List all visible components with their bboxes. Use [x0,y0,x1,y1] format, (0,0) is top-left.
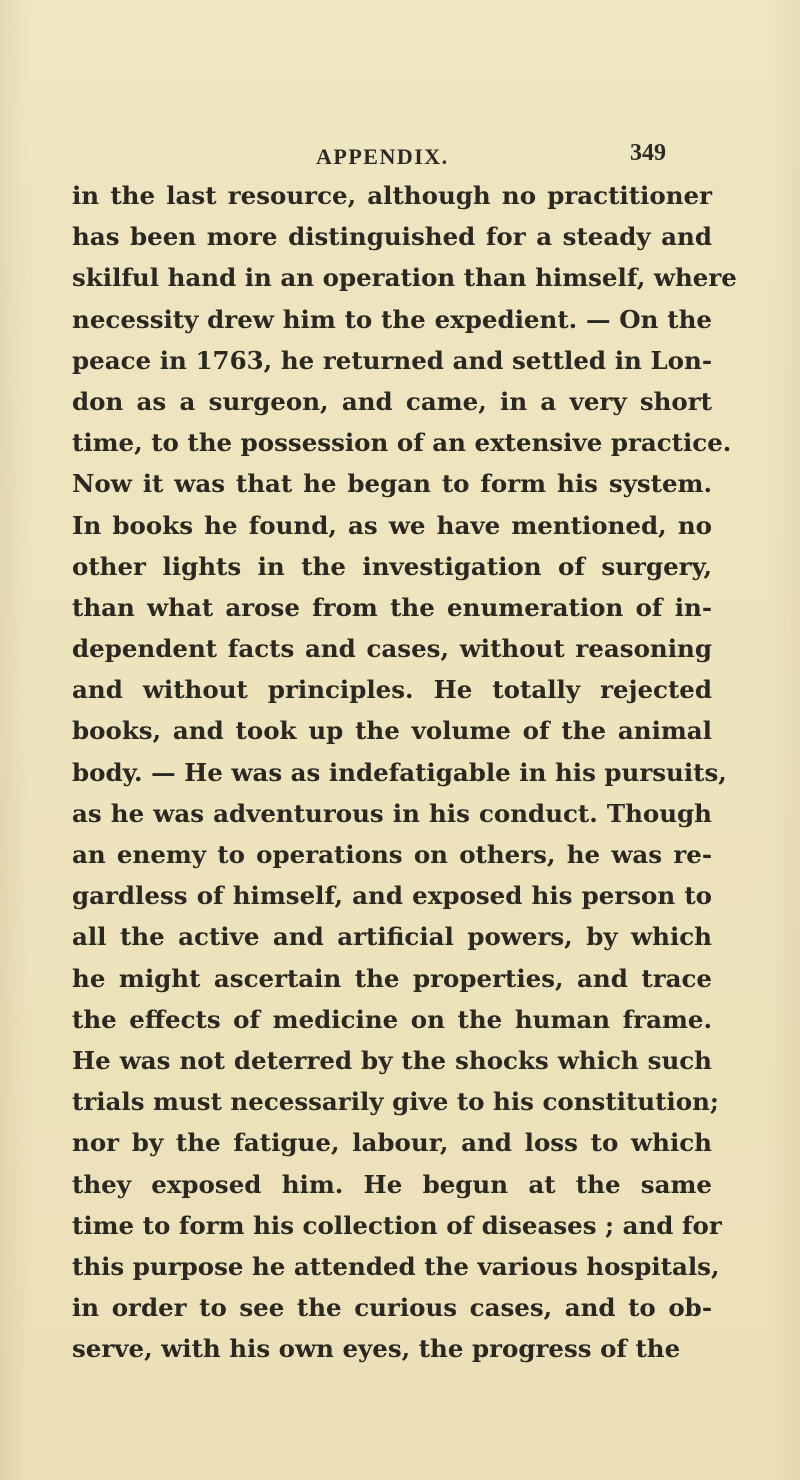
page-header [0,140,800,180]
text-line: He was not deterred by the shocks which such [72,1045,712,1075]
text-line: has been more distinguished for a steady and [72,222,712,252]
text-line: he might ascertain the properties, and trace [72,963,712,993]
text-line: gardless of himself, and exposed his person to [72,881,712,911]
text-line: time, to the possession of an extensive practice. [72,428,732,458]
text-line: books, and took up the volume of the animal [72,716,712,746]
text-line: than what arose from the enumeration of in- [72,592,712,622]
text-line: they exposed him. He begun at the same [72,1169,712,1199]
text-line: body. — He was as indefatigable in his pursuits, [72,757,727,787]
text-line: serve, with his own eyes, the progress of the [72,1334,681,1364]
text-line: an enemy to operations on others, he was re- [72,840,712,869]
body-text [72,175,737,1369]
text-line: skilful hand in an operation than himself, where [72,263,737,293]
text-line: other lights in the investigation of surgery, [72,551,712,581]
text-line: all the active and artificial powers, by which [72,922,712,952]
page-number: 349 [630,140,666,166]
text-line: and without principles. He totally rejected [72,675,712,705]
text-line: this purpose he attended the various hospitals, [72,1251,720,1281]
text-line: necessity drew him to the expedient. — On the [72,304,712,334]
text-line: don as a surgeon, and came, in a very short [72,386,712,416]
text-line: as he was adventurous in his conduct. Though [72,798,712,828]
text-line: time to form his collection of diseases ; and for [72,1210,722,1240]
text-line: in order to see the curious cases, and to ob- [72,1293,712,1323]
text-line: nor by the fatigue, labour, and loss to which [72,1128,712,1158]
text-line: In books he found, as we have mentioned, no [72,510,712,540]
text-line: trials must necessarily give to his constitution; [72,1087,719,1117]
text-line: peace in 1763, he returned and settled in Lon- [72,345,712,375]
text-line: dependent facts and cases, without reasoning [72,634,712,664]
text-line: the effects of medicine on the human frame. [72,1004,712,1034]
running-head: APPENDIX. [316,144,449,169]
text-line: Now it was that he began to form his system. [72,469,712,499]
text-line: in the last resource, although no practitioner [72,181,712,210]
